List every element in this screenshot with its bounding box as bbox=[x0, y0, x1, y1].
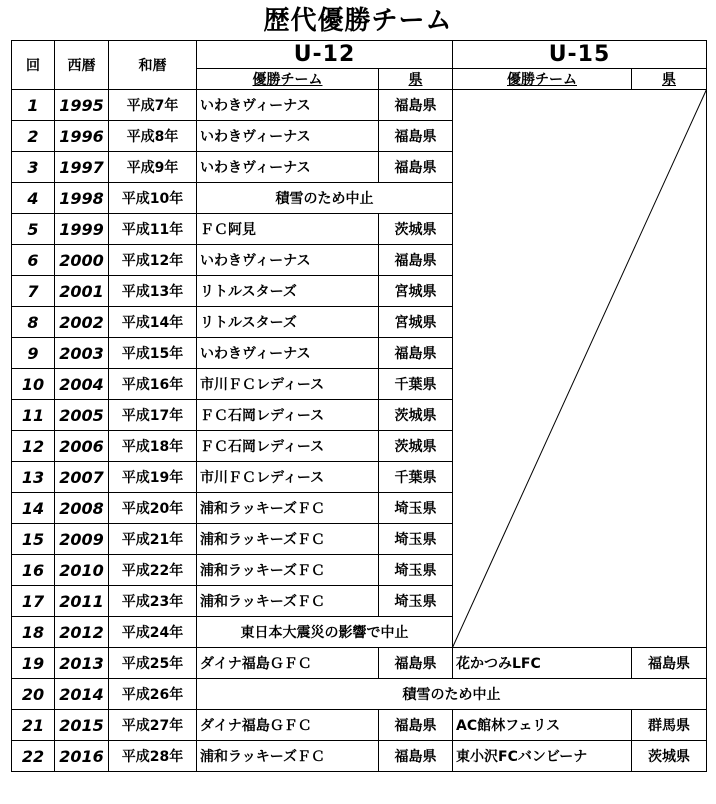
japanese-era: 平成13年 bbox=[109, 276, 197, 307]
u12-team: ＦＣ石岡レディース bbox=[197, 431, 379, 462]
u15-empty-block bbox=[453, 90, 707, 648]
u12-team: いわきヴィーナス bbox=[197, 90, 379, 121]
western-year: 1998 bbox=[55, 183, 109, 214]
u12-pref: 福島県 bbox=[379, 648, 453, 679]
japanese-era: 平成27年 bbox=[109, 710, 197, 741]
round-number: 19 bbox=[12, 648, 55, 679]
western-year: 2013 bbox=[55, 648, 109, 679]
japanese-era: 平成23年 bbox=[109, 586, 197, 617]
u15-pref: 福島県 bbox=[632, 648, 707, 679]
round-number: 1 bbox=[12, 90, 55, 121]
u12-pref: 福島県 bbox=[379, 121, 453, 152]
u12-pref: 福島県 bbox=[379, 338, 453, 369]
western-year: 2000 bbox=[55, 245, 109, 276]
japanese-era: 平成8年 bbox=[109, 121, 197, 152]
western-year: 2014 bbox=[55, 679, 109, 710]
table-row bbox=[12, 710, 707, 741]
header-round: 回 bbox=[12, 41, 55, 90]
western-year: 2004 bbox=[55, 369, 109, 400]
western-year: 2010 bbox=[55, 555, 109, 586]
u12-pref: 茨城県 bbox=[379, 431, 453, 462]
table-row bbox=[12, 648, 707, 679]
western-year: 1999 bbox=[55, 214, 109, 245]
u15-pref: 群馬県 bbox=[632, 710, 707, 741]
japanese-era: 平成17年 bbox=[109, 400, 197, 431]
round-number: 10 bbox=[12, 369, 55, 400]
header-u12-pref: 県 bbox=[379, 68, 453, 89]
u12-team: ダイナ福島ＧＦＣ bbox=[197, 648, 379, 679]
u12-pref: 福島県 bbox=[379, 152, 453, 183]
japanese-era: 平成18年 bbox=[109, 431, 197, 462]
page-title: 歴代優勝チーム bbox=[263, 6, 453, 36]
u12-team: 市川ＦＣレディース bbox=[197, 369, 379, 400]
western-year: 2006 bbox=[55, 431, 109, 462]
u12-team: 浦和ラッキーズＦＣ bbox=[197, 555, 379, 586]
u12-pref: 福島県 bbox=[379, 245, 453, 276]
u15-team: 花かつみLFC bbox=[453, 648, 632, 679]
round-number: 20 bbox=[12, 679, 55, 710]
u12-pref: 埼玉県 bbox=[379, 586, 453, 617]
round-number: 17 bbox=[12, 586, 55, 617]
japanese-era: 平成14年 bbox=[109, 307, 197, 338]
cancel-note: 東日本大震災の影響で中止 bbox=[197, 617, 453, 648]
header-u15-pref: 県 bbox=[632, 68, 707, 89]
japanese-era: 平成7年 bbox=[109, 90, 197, 121]
u12-pref: 福島県 bbox=[379, 710, 453, 741]
japanese-era: 平成19年 bbox=[109, 462, 197, 493]
u12-team: ダイナ福島ＧＦＣ bbox=[197, 710, 379, 741]
japanese-era: 平成9年 bbox=[109, 152, 197, 183]
u12-pref: 茨城県 bbox=[379, 400, 453, 431]
japanese-era: 平成24年 bbox=[109, 617, 197, 648]
japanese-era: 平成12年 bbox=[109, 245, 197, 276]
japanese-era: 平成26年 bbox=[109, 679, 197, 710]
western-year: 2003 bbox=[55, 338, 109, 369]
u12-pref: 福島県 bbox=[379, 90, 453, 121]
u12-pref: 埼玉県 bbox=[379, 524, 453, 555]
champions-table bbox=[11, 40, 707, 772]
japanese-era: 平成11年 bbox=[109, 214, 197, 245]
u12-team: いわきヴィーナス bbox=[197, 121, 379, 152]
japanese-era: 平成16年 bbox=[109, 369, 197, 400]
u12-team: ＦＣ石岡レディース bbox=[197, 400, 379, 431]
u12-team: 市川ＦＣレディース bbox=[197, 462, 379, 493]
round-number: 3 bbox=[12, 152, 55, 183]
western-year: 2001 bbox=[55, 276, 109, 307]
japanese-era: 平成25年 bbox=[109, 648, 197, 679]
round-number: 21 bbox=[12, 710, 55, 741]
round-number: 6 bbox=[12, 245, 55, 276]
round-number: 15 bbox=[12, 524, 55, 555]
cancel-note: 積雪のため中止 bbox=[197, 183, 453, 214]
japanese-era: 平成10年 bbox=[109, 183, 197, 214]
u12-team: 浦和ラッキーズＦＣ bbox=[197, 524, 379, 555]
western-year: 2009 bbox=[55, 524, 109, 555]
japanese-era: 平成20年 bbox=[109, 493, 197, 524]
western-year: 2007 bbox=[55, 462, 109, 493]
u12-pref: 宮城県 bbox=[379, 307, 453, 338]
header-u12: U-12 bbox=[197, 41, 453, 69]
western-year: 2016 bbox=[55, 741, 109, 772]
u12-team: 浦和ラッキーズＦＣ bbox=[197, 493, 379, 524]
round-number: 2 bbox=[12, 121, 55, 152]
header-u15-team: 優勝チーム bbox=[453, 68, 632, 89]
u12-team: いわきヴィーナス bbox=[197, 245, 379, 276]
u12-team: 浦和ラッキーズＦＣ bbox=[197, 586, 379, 617]
western-year: 1995 bbox=[55, 90, 109, 121]
u12-team: いわきヴィーナス bbox=[197, 152, 379, 183]
japanese-era: 平成21年 bbox=[109, 524, 197, 555]
u12-pref: 埼玉県 bbox=[379, 555, 453, 586]
u12-team: リトルスターズ bbox=[197, 276, 379, 307]
western-year: 2011 bbox=[55, 586, 109, 617]
header-u12-team: 優勝チーム bbox=[197, 68, 379, 89]
japanese-era: 平成15年 bbox=[109, 338, 197, 369]
cancel-note: 積雪のため中止 bbox=[197, 679, 707, 710]
western-year: 2008 bbox=[55, 493, 109, 524]
round-number: 9 bbox=[12, 338, 55, 369]
round-number: 7 bbox=[12, 276, 55, 307]
western-year: 1997 bbox=[55, 152, 109, 183]
u12-team: 浦和ラッキーズＦＣ bbox=[197, 741, 379, 772]
round-number: 4 bbox=[12, 183, 55, 214]
header-u15: U-15 bbox=[453, 41, 707, 69]
u12-pref: 千葉県 bbox=[379, 462, 453, 493]
japanese-era: 平成22年 bbox=[109, 555, 197, 586]
round-number: 11 bbox=[12, 400, 55, 431]
u15-team: AC館林フェリス bbox=[453, 710, 632, 741]
round-number: 8 bbox=[12, 307, 55, 338]
round-number: 18 bbox=[12, 617, 55, 648]
round-number: 22 bbox=[12, 741, 55, 772]
western-year: 1996 bbox=[55, 121, 109, 152]
japanese-era: 平成28年 bbox=[109, 741, 197, 772]
u15-pref: 茨城県 bbox=[632, 741, 707, 772]
u12-team: ＦＣ阿見 bbox=[197, 214, 379, 245]
u12-pref: 千葉県 bbox=[379, 369, 453, 400]
round-number: 5 bbox=[12, 214, 55, 245]
header-western-year: 西暦 bbox=[55, 41, 109, 90]
round-number: 14 bbox=[12, 493, 55, 524]
u12-team: いわきヴィーナス bbox=[197, 338, 379, 369]
western-year: 2005 bbox=[55, 400, 109, 431]
round-number: 12 bbox=[12, 431, 55, 462]
u12-pref: 埼玉県 bbox=[379, 493, 453, 524]
round-number: 16 bbox=[12, 555, 55, 586]
header-japanese-era: 和暦 bbox=[109, 41, 197, 90]
table-row bbox=[12, 90, 707, 121]
u12-pref: 茨城県 bbox=[379, 214, 453, 245]
western-year: 2002 bbox=[55, 307, 109, 338]
u12-pref: 宮城県 bbox=[379, 276, 453, 307]
table-row bbox=[12, 679, 707, 710]
round-number: 13 bbox=[12, 462, 55, 493]
u12-team: リトルスターズ bbox=[197, 307, 379, 338]
western-year: 2015 bbox=[55, 710, 109, 741]
western-year: 2012 bbox=[55, 617, 109, 648]
u12-pref: 福島県 bbox=[379, 741, 453, 772]
table-row bbox=[12, 741, 707, 772]
u15-team: 東小沢FCバンビーナ bbox=[453, 741, 632, 772]
